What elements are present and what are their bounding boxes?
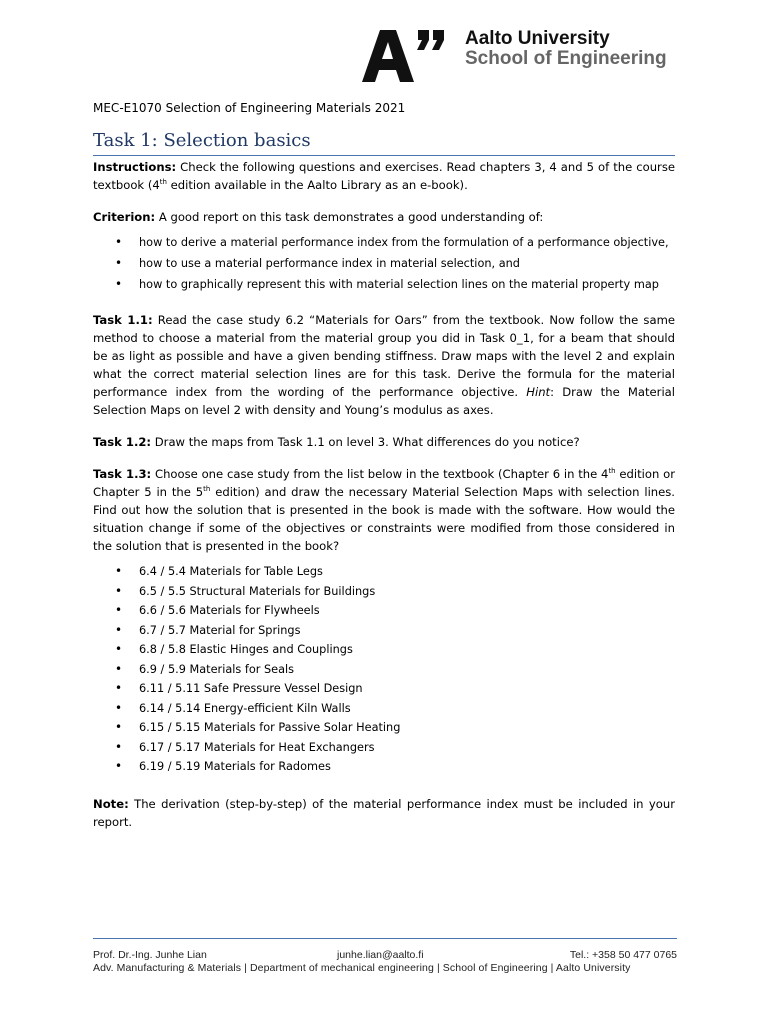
course-line: MEC-E1070 Selection of Engineering Materials 2021 [93,101,406,115]
footer-affiliation: Adv. Manufacturing & Materials | Department of mechanical engineering | School of Engineering | Aalto University [93,962,631,974]
list-item: • 6.14 / 5.14 Energy-efficient Kiln Walls [93,699,675,719]
list-item: • 6.8 / 5.8 Elastic Hinges and Couplings [93,640,675,660]
list-item: • 6.5 / 5.5 Structural Materials for Buildings [93,582,675,602]
footer-contact-row [93,949,677,962]
task-1-3-sup-2: th [203,485,211,494]
footer-tel: Tel.: +358 50 477 0765 [569,949,677,961]
list-item: • 6.19 / 5.19 Materials for Radomes [93,757,675,777]
instructions-paragraph [93,158,675,194]
hint-label: Hint [526,385,551,399]
task-1-3-text: Choose one case study from the list below in the textbook (Chapter 6 in the 4 [151,467,609,481]
list-item: • 6.7 / 5.7 Material for Springs [93,621,675,641]
document-body [93,100,675,831]
task-1-2-paragraph [93,433,675,451]
task-1-3-sup: th [608,467,616,476]
task-1-3-text-end: edition) and draw the necessary Material Selection Maps with selection lines. Find out how the solution that is presented in the book is made with the software. How would the situation change if some of the objectives or constraints were modified from those considered in the solution that is presented in the book? [93,485,675,553]
footer-name: Prof. Dr.-Ing. Junhe Lian [93,949,207,961]
aalto-logo [362,28,682,88]
note-label: Note: [93,796,129,811]
criterion-list [93,232,675,295]
list-item: • how to derive a material performance index from the formulation of a performance objective, [93,232,675,253]
instructions-sup: th [159,178,167,187]
instructions-text-end: edition available in the Aalto Library as an e-book). [166,178,468,192]
task-1-1-text: Read the case study 6.2 “Materials for Oars” from the textbook. Now follow the same method to choose a material from the material group you did in Task 0_1, for a beam that should be as light as possible and have a given bending stiffness. Draw maps with the level 2 and explain what the correct material selection lines are for this task. Derive the formula for the material performance index from the wording of the performance objective. [93,313,675,399]
criterion-paragraph [93,208,675,226]
logo-wordmark [465,29,667,69]
list-item: • 6.17 / 5.17 Materials for Heat Exchangers [93,738,675,758]
criterion-text: A good report on this task demonstrates a good understanding of: [155,210,544,224]
task-1-3-paragraph [93,465,675,555]
task-1-1-text-end: : Draw the Material Selection Maps on level 2 with density and Young’s modulus as axes. [93,385,675,417]
task-1-2-text: Draw the maps from Task 1.1 on level 3. What differences do you notice? [151,435,580,449]
note-paragraph [93,795,675,831]
list-item: • 6.15 / 5.15 Materials for Passive Solar Heating [93,718,675,738]
aalto-a-logo-icon [362,28,452,84]
list-item: • 6.9 / 5.9 Materials for Seals [93,660,675,680]
page-title: Task 1: Selection basics [93,130,675,156]
note-text: The derivation (step-by-step) of the material performance index must be included in your report. [93,796,675,829]
list-item: • 6.4 / 5.4 Materials for Table Legs [93,562,675,582]
task-1-2-label: Task 1.2: [93,435,152,449]
task-1-3-text-mid: edition or Chapter 5 in the 5 [93,467,676,499]
list-item: • 6.6 / 5.6 Materials for Flywheels [93,601,675,621]
task-1-3-label: Task 1.3: [93,467,152,481]
university-name: Aalto University [465,28,610,49]
case-study-list [93,562,675,777]
instructions-label: Instructions: [93,160,177,174]
list-item: • how to graphically represent this with material selection lines on the material property map [93,274,675,295]
task-1-1-label: Task 1.1: [93,313,153,327]
page-footer [93,938,677,975]
footer-email: junhe.lian@aalto.fi [337,949,424,961]
criterion-label: Criterion: [93,210,156,224]
instructions-text: Check the following questions and exercises. Read chapters 3, 4 and 5 of the course textbook (4 [93,160,675,192]
list-item: • 6.11 / 5.11 Safe Pressure Vessel Design [93,679,675,699]
list-item: • how to use a material performance index in material selection, and [93,253,675,274]
school-name: School of Engineering [465,48,667,69]
task-1-1-paragraph [93,311,675,419]
